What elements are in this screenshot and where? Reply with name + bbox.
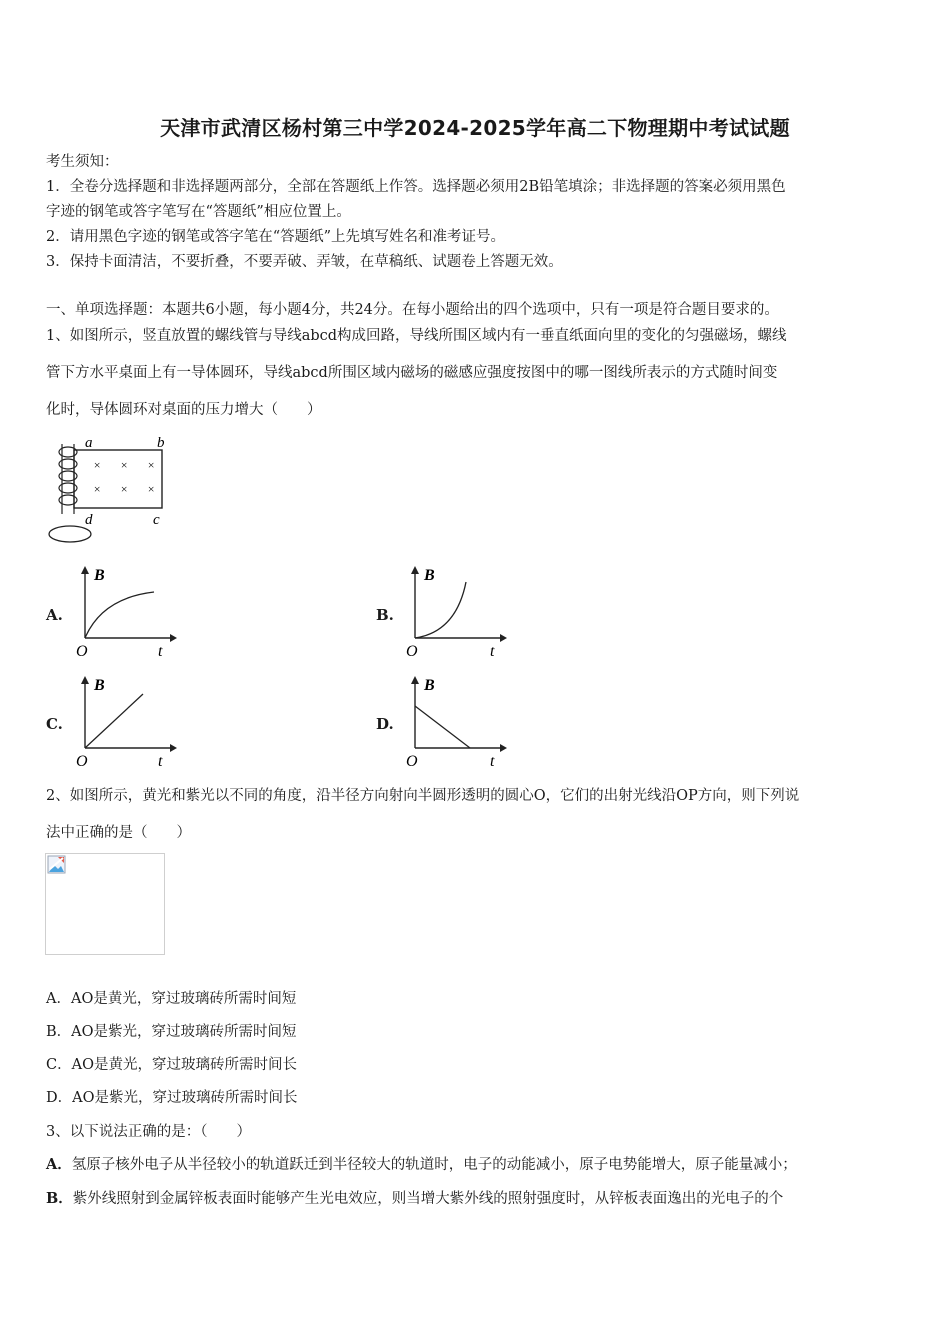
q3-line: 3、以下说法正确的是：（ ） bbox=[46, 1124, 251, 1140]
notice-item-1-cont: 字迹的钢笔或答字笔写在“答题纸”相应位置上。 bbox=[46, 204, 351, 220]
field-mark: × bbox=[93, 482, 102, 496]
x-axis-label: t bbox=[158, 643, 163, 660]
q2-option-c: C．AO是黄光，穿过玻璃砖所需时间长 bbox=[46, 1057, 297, 1073]
q2-option-d: D．AO是紫光，穿过玻璃砖所需时间长 bbox=[46, 1090, 298, 1106]
x-axis-label: t bbox=[490, 643, 495, 660]
x-axis-label: t bbox=[490, 753, 495, 770]
origin-label: O bbox=[406, 753, 418, 770]
q3-option-b bbox=[46, 1189, 783, 1209]
q1-option-b-graph bbox=[402, 562, 512, 662]
x-axis-label: t bbox=[158, 753, 163, 770]
q2-option-b: B．AO是紫光，穿过玻璃砖所需时间短 bbox=[46, 1024, 297, 1040]
notice-item-2: 2．请用黑色字迹的钢笔或答字笔在“答题纸”上先填写姓名和准考证号。 bbox=[46, 229, 506, 245]
field-mark: × bbox=[93, 458, 102, 472]
section-heading: 一、单项选择题：本题共6小题，每小题4分，共24分。在每小题给出的四个选项中，只有一项是符合题目要求的。 bbox=[46, 302, 779, 318]
notice-item-3: 3．保持卡面清洁，不要折叠，不要弄破、弄皱，在草稿纸、试题卷上答题无效。 bbox=[46, 254, 563, 270]
y-axis-label: B bbox=[94, 677, 105, 694]
page-title: 天津市武清区杨村第三中学2024-2025学年高二下物理期中考试试题 bbox=[160, 116, 790, 140]
label-c: c bbox=[153, 512, 160, 528]
y-axis-label: B bbox=[94, 567, 105, 584]
label-b: b bbox=[157, 435, 165, 451]
notice-item-1: 1．全卷分选择题和非选择题两部分，全部在答题纸上作答。选择题必须用2B铅笔填涂；非选择题的答案必须用黑色 bbox=[46, 179, 786, 195]
q2-option-a: A．AO是黄光，穿过玻璃砖所需时间短 bbox=[46, 991, 297, 1007]
q1-option-c-graph bbox=[72, 672, 182, 772]
q3-option-b-label: B． bbox=[46, 1190, 73, 1207]
q3-option-b-text: 紫外线照射到金属锌板表面时能够产生光电效应，则当增大紫外线的照射强度时，从锌板表面逸出的光电子的个 bbox=[72, 1191, 784, 1207]
q3-option-a-label: A． bbox=[46, 1156, 72, 1173]
field-mark: × bbox=[120, 482, 129, 496]
q1-option-d-label: D. bbox=[376, 715, 394, 733]
q1-line-3: 化时，导体圆环对桌面的压力增大（ ） bbox=[46, 402, 322, 418]
q1-option-b-label: B. bbox=[376, 606, 394, 624]
broken-image-placeholder bbox=[45, 853, 165, 955]
field-mark: × bbox=[147, 458, 156, 472]
q3-option-a-text: 氢原子核外电子从半径较小的轨道跃迁到半径较大的轨道时，电子的动能减小，原子电势能增大，原子能量减小； bbox=[71, 1157, 797, 1173]
notice-heading: 考生须知： bbox=[46, 154, 119, 170]
broken-image-icon bbox=[47, 855, 67, 875]
q1-option-a-graph bbox=[72, 562, 182, 662]
q1-solenoid-figure bbox=[44, 430, 174, 546]
q2-line-1: 2、如图所示，黄光和紫光以不同的角度，沿半径方向射向半圆形透明的圆心O，它们的出射光线沿OP方向，则下列说 bbox=[46, 788, 800, 804]
q1-line-2: 管下方水平桌面上有一导体圆环，导线abcd所围区域内磁场的磁感应强度按图中的哪一图线所表示的方式随时间变 bbox=[46, 365, 778, 381]
y-axis-label: B bbox=[424, 567, 435, 584]
field-mark: × bbox=[120, 458, 129, 472]
y-axis-label: B bbox=[424, 677, 435, 694]
q3-option-a bbox=[46, 1155, 797, 1175]
q1-option-c-label: C. bbox=[46, 715, 63, 733]
label-d: d bbox=[85, 512, 93, 528]
q1-option-a-label: A. bbox=[46, 606, 63, 624]
q1-line-1: 1、如图所示，竖直放置的螺线管与导线abcd构成回路，导线所围区域内有一垂直纸面向里的变化的匀强磁场，螺线 bbox=[46, 328, 787, 344]
q1-option-d-graph bbox=[402, 672, 512, 772]
origin-label: O bbox=[76, 643, 88, 660]
origin-label: O bbox=[406, 643, 418, 660]
field-mark: × bbox=[147, 482, 156, 496]
origin-label: O bbox=[76, 753, 88, 770]
label-a: a bbox=[85, 435, 93, 451]
q2-line-2: 法中正确的是（ ） bbox=[46, 825, 191, 841]
